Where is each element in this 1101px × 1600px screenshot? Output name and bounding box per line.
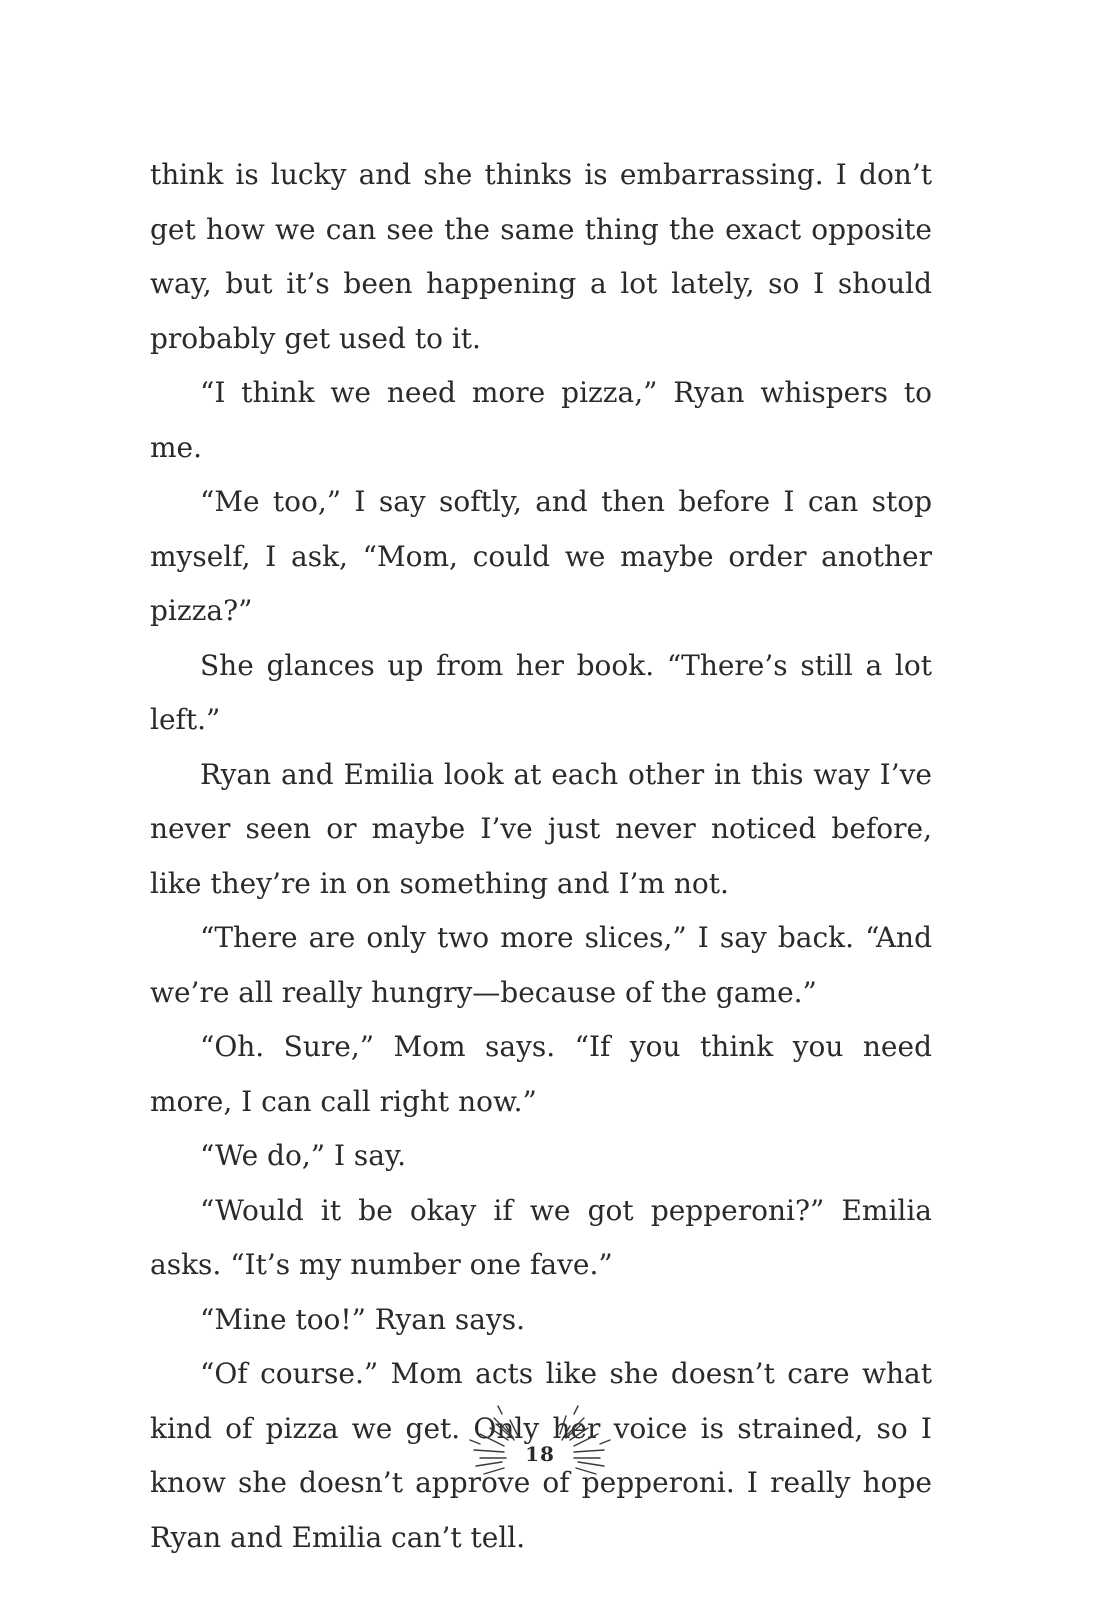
paragraph: think is lucky and she thinks is embarrassing. I don’t get how we can see the same thing the exact opposite way, but it’s been happening a lot lately, so I should probably get used to it. (150, 158, 932, 355)
paragraph: “Me too,” I say softly, and then before I can stop myself, I ask, “Mom, could we maybe order another pizza?” (150, 485, 932, 627)
paragraph: She glances up from her book. “There’s still a lot left.” (150, 648, 932, 736)
paragraph: “Mine too!” Ryan says. (200, 1302, 526, 1336)
paragraph: “There are only two more slices,” I say back. “And we’re all really hungry—because of the game.” (150, 921, 932, 1009)
body-text (150, 148, 932, 1565)
paragraph: “Would it be okay if we got pepperoni?” Emilia asks. “It’s my number one fave.” (150, 1193, 932, 1281)
paragraph: “We do,” I say. (200, 1139, 406, 1172)
paragraph: Ryan and Emilia look at each other in this way I’ve never seen or maybe I’ve just never noticed before, like they’re in on something and I’m not. (150, 757, 932, 900)
paragraph: “I think we need more pizza,” Ryan whispers to me. (150, 376, 932, 464)
page-number: 18 (525, 1442, 555, 1466)
page-folio (450, 1400, 630, 1490)
paragraph: “Oh. Sure,” Mom says. “If you think you need more, I can call right now.” (150, 1030, 932, 1118)
paragraph: “Of course.” Mom acts like she doesn’t care what kind of pizza we get. Only her voice is strained, so I know she doesn’t approve of pepperoni. I really hope Ryan and Emilia can’t tell. (150, 1357, 932, 1554)
